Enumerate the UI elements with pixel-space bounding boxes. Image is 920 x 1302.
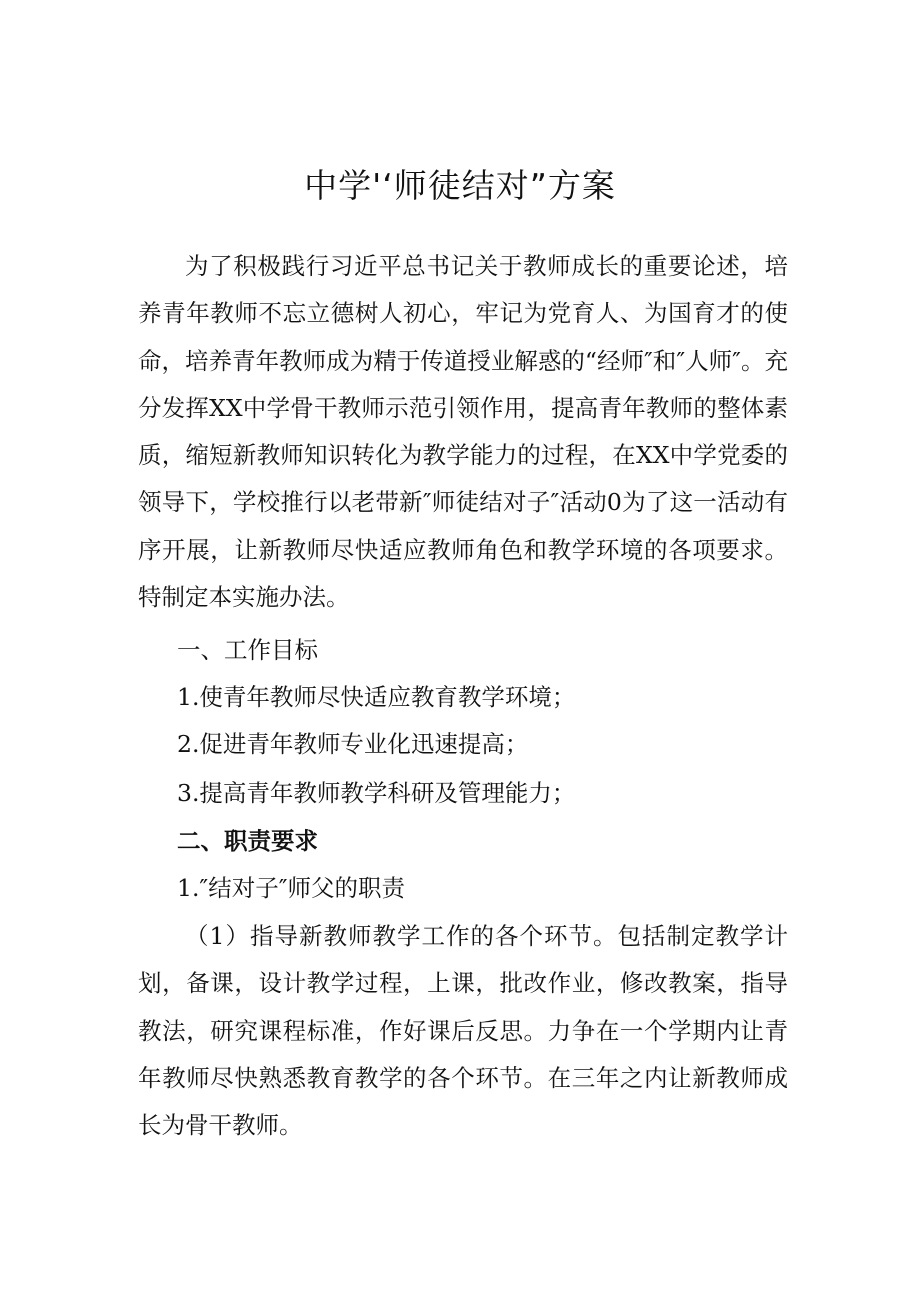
intro-paragraph: 为了积极践行习近平总书记关于教师成长的重要论述，培养青年教师不忘立德树人初心，牢记为党育人、为国育才的使命，培养青年教师成为精于传道授业解惑的“经师″和″人师″。充分发挥XX中学骨干教师示范引领作用，提高青年教师的整体素质，缩短新教师知识转化为教学能力的过程，在XX中学党委的领导下，学校推行以老带新″师徒结对子″活动0为了这一活动有序开展，让新教师尽快适应教师角色和教学环境的各项要求。特制定本实施办法。 <box>138 252 788 612</box>
duty-paragraph-1: （1）指导新教师教学工作的各个环节。包括制定教学计划，备课，设计教学过程，上课，批改作业，修改教案，指导教法，研究课程标准，作好课后反思。力争在一个学期内让青年教师尽快熟悉教育教学的各个环节。在三年之内让新教师成长为骨干教师。 <box>138 922 788 1140</box>
section-heading-duties: 二、职责要求 <box>177 827 318 855</box>
goal-item-2: 2.促进青年教师专业化迅速提高； <box>177 730 529 758</box>
goal-item-1: 1.使青年教师尽快适应教育教学环境； <box>177 683 576 711</box>
goal-item-3: 3.提高青年教师教学科研及管理能力； <box>177 779 576 807</box>
document-title: 中学'‘师徒结对”方案 <box>304 166 616 205</box>
section-heading-goals: 一、工作目标 <box>177 636 318 664</box>
duty-subheading-mentor: 1.″结对子″师父的职责 <box>177 874 405 902</box>
